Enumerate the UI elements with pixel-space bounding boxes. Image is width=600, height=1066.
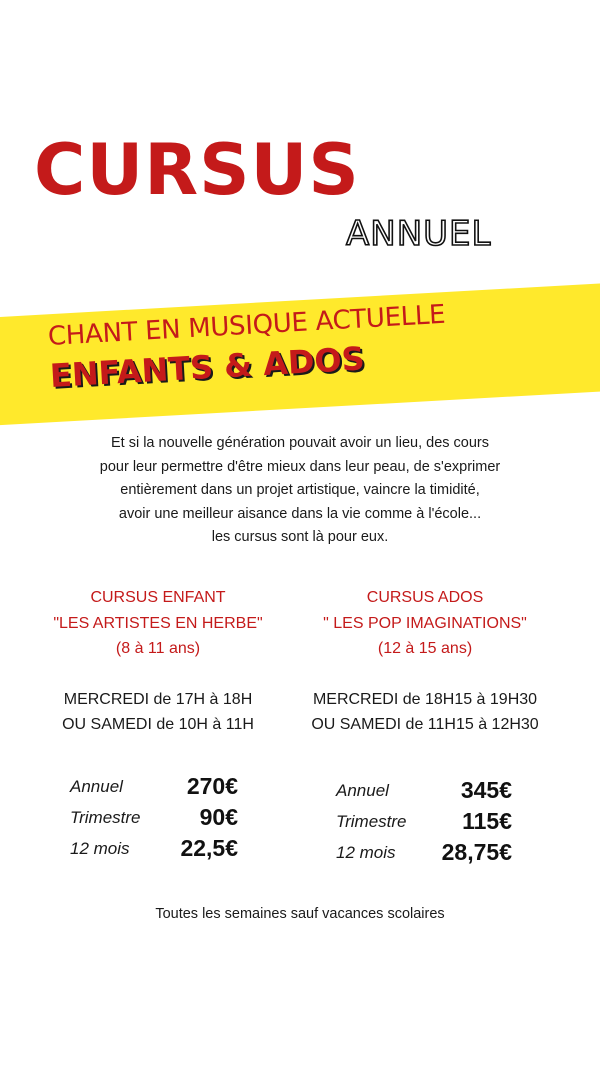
course-teen	[280, 585, 570, 737]
price-label: Trimestre	[336, 812, 407, 831]
price-value: 270€	[186, 773, 238, 799]
intro-line: avoir une meilleur aisance dans la vie comme à l'école...	[118, 505, 482, 522]
price-value: 345€	[460, 777, 512, 803]
page-subtitle: ANNUEL	[346, 214, 492, 254]
course-ages: (12 à 15 ans)	[377, 640, 473, 657]
price-value: 90€	[199, 804, 238, 830]
course-title: CURSUS ENFANT	[90, 589, 226, 606]
price-label: 12 mois	[70, 839, 130, 858]
price-list-teen	[336, 777, 512, 870]
price-row	[336, 808, 512, 839]
schedule-line: MERCREDI de 17H à 18H	[63, 690, 253, 708]
intro-line: les cursus sont là pour eux.	[211, 529, 389, 545]
price-row	[70, 835, 238, 866]
price-label: Annuel	[70, 777, 123, 796]
price-value: 28,75€	[441, 839, 512, 865]
price-label: Trimestre	[70, 808, 141, 827]
intro-line: pour leur permettre d'être mieux dans leur peau, de s'exprimer	[99, 458, 501, 475]
intro-line: Et si la nouvelle génération pouvait avoir un lieu, des cours	[110, 435, 490, 451]
banner-heading: CHANT EN MUSIQUE ACTUELLE	[47, 299, 446, 352]
course-name: " LES POP IMAGINATIONS"	[323, 614, 527, 632]
course-title: CURSUS ADOS	[366, 589, 484, 606]
price-row	[336, 777, 512, 808]
intro-line: entièrement dans un projet artistique, vaincre la timidité,	[120, 482, 480, 498]
schedule-line: OU SAMEDI de 10H à 11H	[62, 715, 254, 733]
course-ages: (8 à 11 ans)	[115, 640, 201, 657]
price-label: 12 mois	[336, 843, 396, 862]
intro-paragraph	[40, 432, 560, 550]
price-row	[70, 773, 238, 804]
price-label: Annuel	[336, 781, 389, 800]
course-child	[13, 585, 303, 737]
price-value: 115€	[462, 808, 512, 834]
price-list-child	[70, 773, 238, 866]
course-name: "LES ARTISTES EN HERBE"	[53, 614, 263, 632]
price-value: 22,5€	[180, 835, 238, 861]
price-row	[336, 839, 512, 870]
page-title: CURSUS	[34, 129, 360, 211]
schedule-line: OU SAMEDI de 11H15 à 12H30	[311, 715, 539, 733]
price-row	[70, 804, 238, 835]
footer-note: Toutes les semaines sauf vacances scolaires	[155, 906, 445, 922]
banner-subheading: ENFANTS & ADOS	[48, 339, 366, 395]
schedule-line: MERCREDI de 18H15 à 19H30	[312, 690, 538, 708]
